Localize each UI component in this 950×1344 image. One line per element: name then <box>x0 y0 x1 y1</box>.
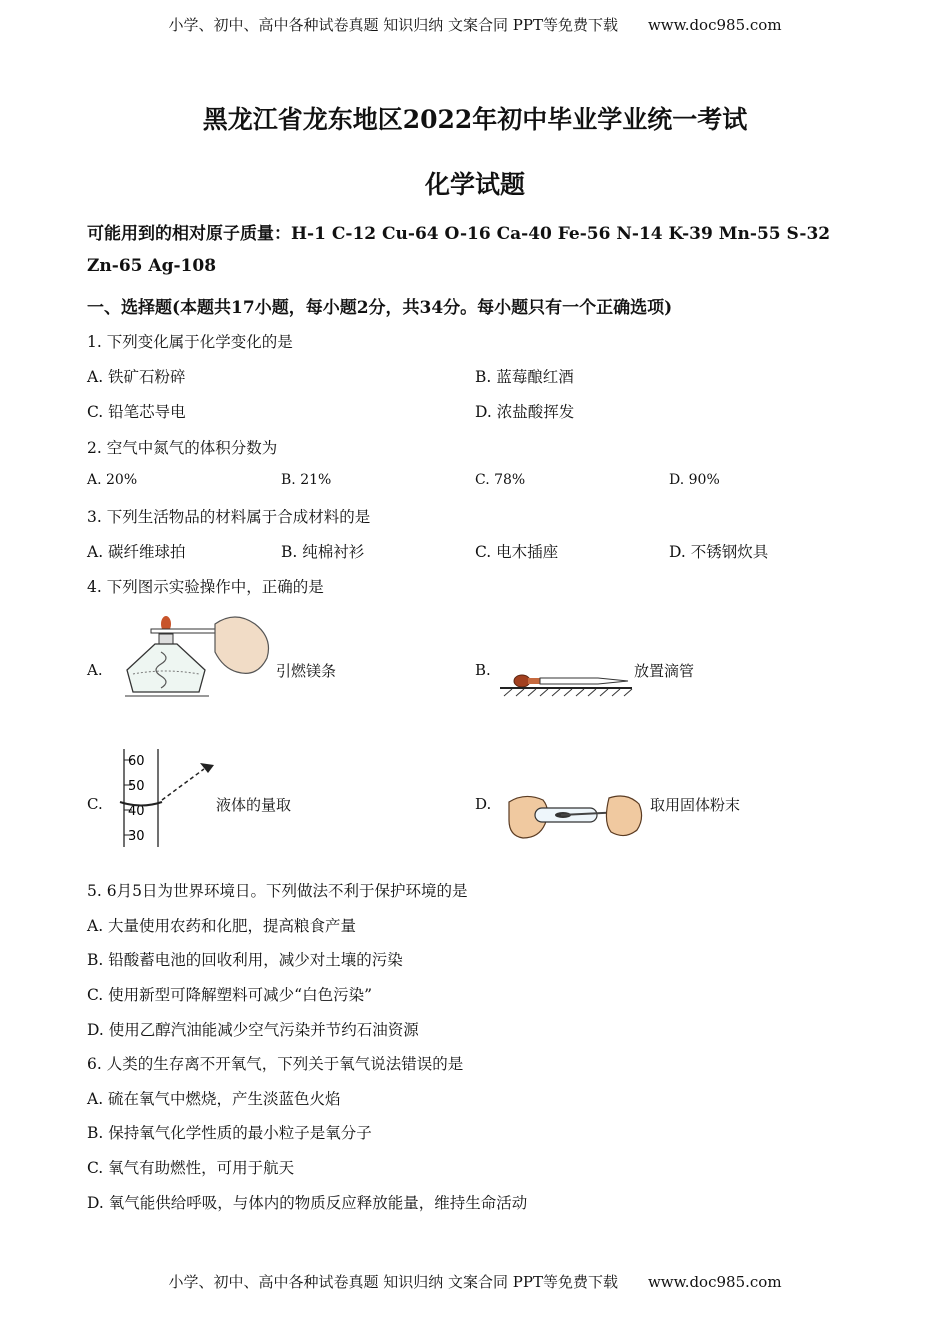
question-4-option-b-caption: 放置滴管 <box>634 662 695 680</box>
graduated-cylinder-illustration <box>118 747 218 847</box>
question-6-stem: 6. 人类的生存离不开氧气，下列关于氧气说法错误的是 <box>87 1055 464 1073</box>
question-3-option-d: D. 不锈钢炊具 <box>669 543 769 561</box>
table-hatching <box>504 689 632 696</box>
hand-shape <box>215 617 269 673</box>
tongs-shape <box>151 629 217 633</box>
page-header: 小学、初中、高中各种试卷真题 知识归纳 文案合同 PPT等免费下载 www.doc985.com <box>168 16 782 34</box>
cylinder-tick-30: 30 <box>128 829 145 844</box>
question-4-option-b-letter: B. <box>475 661 491 679</box>
exam-title: 黑龙江省龙东地区2022年初中毕业学业统一考试 <box>202 105 748 134</box>
question-1-option-a: A. 铁矿石粉碎 <box>87 368 186 386</box>
question-1-option-b: B. 蓝莓酿红酒 <box>475 368 574 386</box>
eye-icon <box>200 763 214 773</box>
question-6-option-d: D. 氧气能供给呼吸，与体内的物质反应释放能量，维持生命活动 <box>87 1194 528 1212</box>
question-6-option-b: B. 保持氧气化学性质的最小粒子是氧分子 <box>87 1124 372 1142</box>
question-4-option-d-letter: D. <box>475 795 492 813</box>
question-2-option-a: A. 20% <box>87 472 138 488</box>
question-1-stem: 1. 下列变化属于化学变化的是 <box>87 333 293 351</box>
question-5-option-c: C. 使用新型可降解塑料可减少“白色污染” <box>87 986 373 1004</box>
atomic-masses-line1: 可能用到的相对原子质量：H-1 C-12 Cu-64 O-16 Ca-40 Fe-56 N-14 K-39 Mn-55 S-32 <box>87 224 831 244</box>
atomic-masses-line2: Zn-65 Ag-108 <box>87 256 217 276</box>
question-5-stem: 5. 6月5日为世界环境日。下列做法不利于保护环境的是 <box>87 882 468 900</box>
dropper-illustration <box>500 670 635 700</box>
question-5-option-a: A. 大量使用农药和化肥，提高粮食产量 <box>87 917 357 935</box>
cylinder-tick-marks <box>124 760 132 835</box>
question-3-option-c: C. 电木插座 <box>475 543 559 561</box>
powder-sampling-illustration <box>505 790 645 850</box>
alcohol-lamp-illustration <box>125 612 275 700</box>
question-2-option-c: C. 78% <box>475 472 526 488</box>
dropper-collar-shape <box>528 678 540 684</box>
question-5-option-b: B. 铅酸蓄电池的回收利用，减少对土壤的污染 <box>87 951 403 969</box>
question-2-stem: 2. 空气中氮气的体积分数为 <box>87 439 278 457</box>
question-4-stem: 4. 下列图示实验操作中，正确的是 <box>87 578 324 596</box>
lamp-body-shape <box>127 644 205 692</box>
question-4-option-a-caption: 引燃镁条 <box>276 662 337 680</box>
question-1-option-d: D. 浓盐酸挥发 <box>475 403 575 421</box>
page-footer: 小学、初中、高中各种试卷真题 知识归纳 文案合同 PPT等免费下载 www.doc985.com <box>168 1273 782 1291</box>
dropper-tube-shape <box>540 678 628 684</box>
question-1-option-c: C. 铅笔芯导电 <box>87 403 186 421</box>
cylinder-tick-40: 40 <box>128 804 145 819</box>
question-3-stem: 3. 下列生活物品的材料属于合成材料的是 <box>87 508 371 526</box>
question-4-option-c-caption: 液体的量取 <box>216 796 292 814</box>
sight-line <box>162 769 204 800</box>
question-4-option-c-letter: C. <box>87 795 103 813</box>
section-heading: 一、选择题(本题共17小题，每小题2分，共34分。每小题只有一个正确选项) <box>87 298 673 318</box>
dropper-bulb-shape <box>514 675 530 687</box>
question-6-option-a: A. 硫在氧气中燃烧，产生淡蓝色火焰 <box>87 1090 341 1108</box>
question-2-option-b: B. 21% <box>281 472 332 488</box>
question-4-option-a-letter: A. <box>87 661 103 679</box>
exam-subtitle: 化学试题 <box>424 170 525 199</box>
question-3-option-b: B. 纯棉衬衫 <box>281 543 365 561</box>
question-2-option-d: D. 90% <box>669 472 720 488</box>
cylinder-tick-60: 60 <box>128 754 145 769</box>
right-hand-shape <box>606 796 641 836</box>
question-4-option-d-caption: 取用固体粉末 <box>650 796 741 814</box>
question-5-option-d: D. 使用乙醇汽油能减少空气污染并节约石油资源 <box>87 1021 419 1039</box>
question-3-option-a: A. 碳纤维球拍 <box>87 543 186 561</box>
question-6-option-c: C. 氧气有助燃性，可用于航天 <box>87 1159 295 1177</box>
lamp-wick-shape <box>159 634 173 644</box>
cylinder-tick-50: 50 <box>128 779 145 794</box>
